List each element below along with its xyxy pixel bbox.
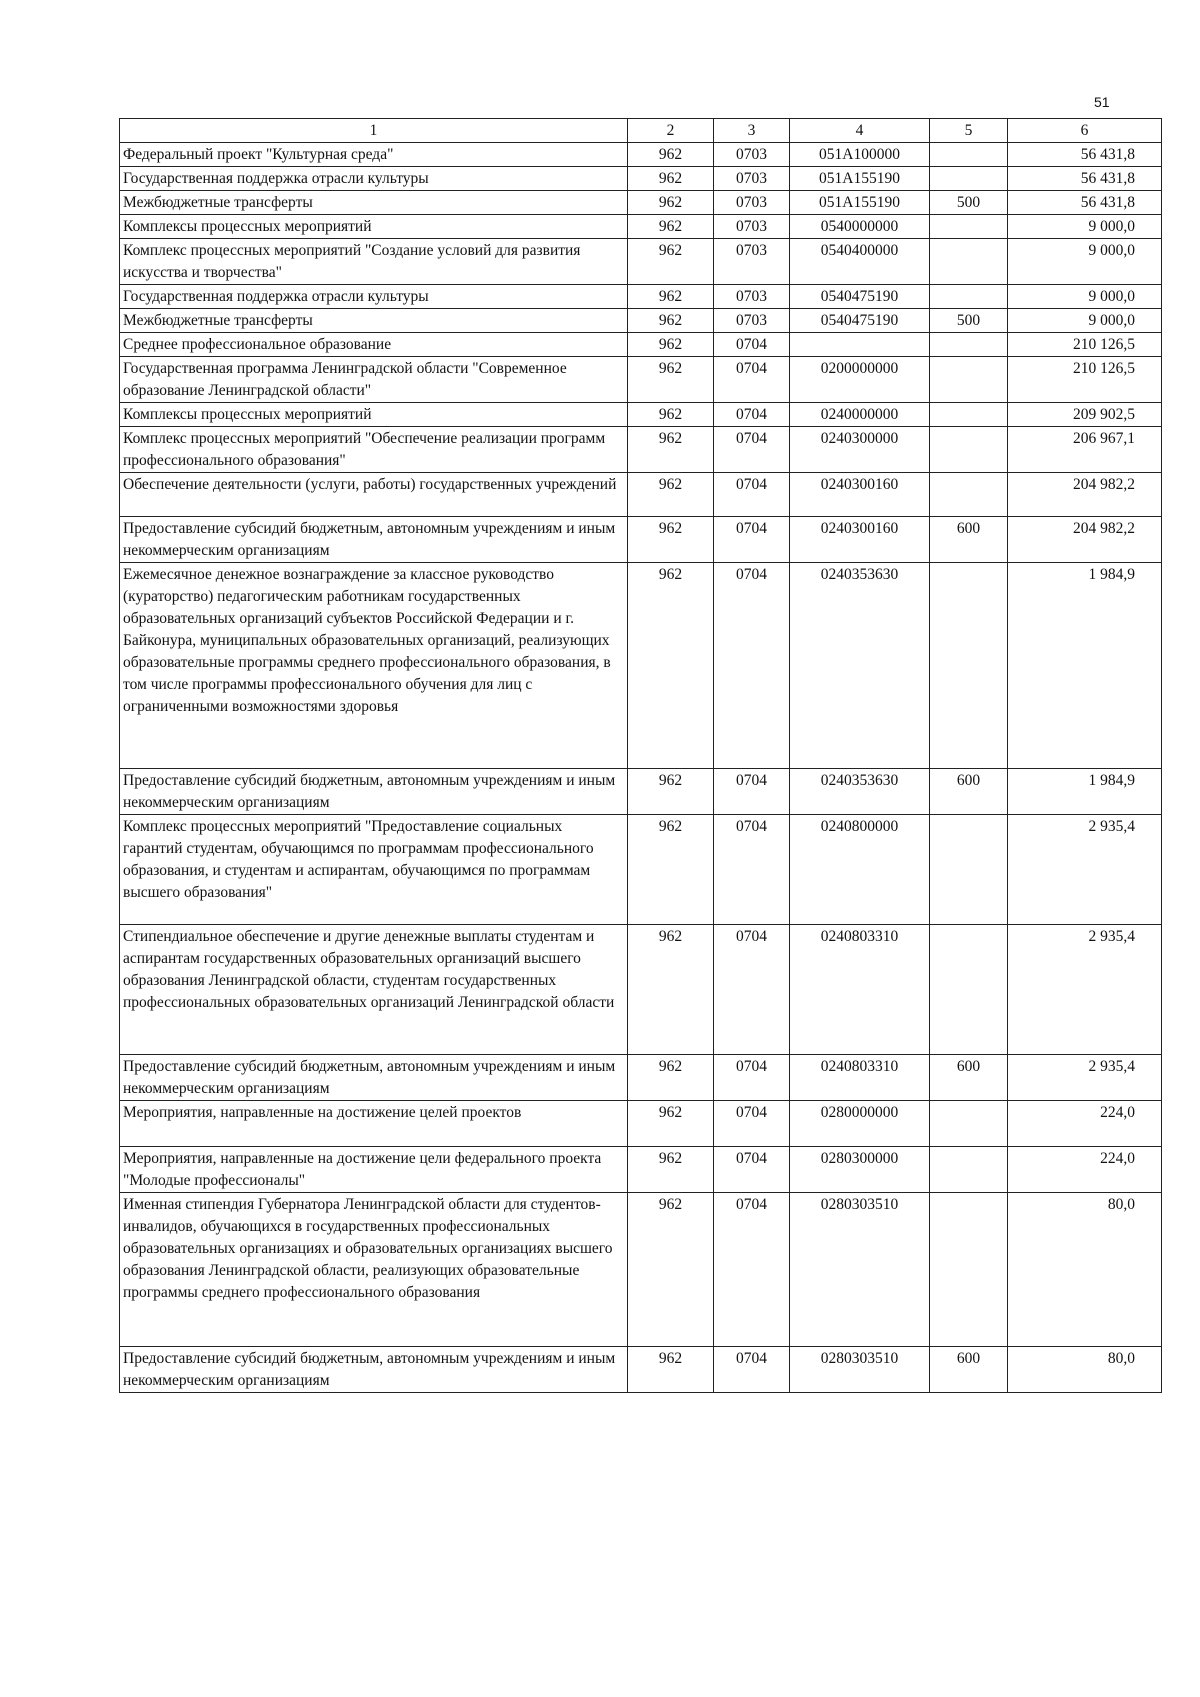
row-ved-cell: 962: [628, 925, 714, 1055]
column-header: 3: [714, 119, 790, 143]
row-expense-type-cell: [930, 473, 1008, 517]
table-row: [120, 191, 1162, 215]
row-ved-cell: 962: [628, 309, 714, 333]
row-name-cell: Предоставление субсидий бюджетным, автономным учреждениям и иным некоммерческим организациям: [120, 1055, 628, 1101]
row-sum-cell: 210 126,5: [1008, 357, 1162, 403]
row-ved-cell: 962: [628, 1055, 714, 1101]
row-section-cell: 0704: [714, 769, 790, 815]
row-sum-cell: 1 984,9: [1008, 769, 1162, 815]
row-expense-type-cell: [930, 215, 1008, 239]
row-ved-cell: 962: [628, 403, 714, 427]
row-ved-cell: 962: [628, 1101, 714, 1147]
row-section-cell: 0704: [714, 1147, 790, 1193]
row-section-cell: 0703: [714, 215, 790, 239]
row-sum-cell: 206 967,1: [1008, 427, 1162, 473]
row-ved-cell: 962: [628, 191, 714, 215]
row-expense-type-cell: [930, 1193, 1008, 1347]
row-target-article-cell: 051A155190: [790, 167, 930, 191]
row-expense-type-cell: [930, 563, 1008, 769]
row-name-cell: Мероприятия, направленные на достижение целей проектов: [120, 1101, 628, 1147]
row-name-cell: Предоставление субсидий бюджетным, автономным учреждениям и иным некоммерческим организациям: [120, 1347, 628, 1393]
table-row: [120, 473, 1162, 517]
row-target-article-cell: 0540475190: [790, 285, 930, 309]
row-expense-type-cell: [930, 143, 1008, 167]
row-sum-cell: 224,0: [1008, 1101, 1162, 1147]
row-section-cell: 0703: [714, 143, 790, 167]
row-expense-type-cell: 600: [930, 1347, 1008, 1393]
column-header: 2: [628, 119, 714, 143]
row-sum-cell: 9 000,0: [1008, 215, 1162, 239]
row-expense-type-cell: 600: [930, 1055, 1008, 1101]
row-sum-cell: 224,0: [1008, 1147, 1162, 1193]
row-sum-cell: 56 431,8: [1008, 167, 1162, 191]
row-expense-type-cell: [930, 167, 1008, 191]
row-target-article-cell: 0240353630: [790, 769, 930, 815]
row-name-cell: Государственная поддержка отрасли культуры: [120, 167, 628, 191]
row-target-article-cell: 051A155190: [790, 191, 930, 215]
row-sum-cell: 80,0: [1008, 1193, 1162, 1347]
row-name-cell: Комплексы процессных мероприятий: [120, 403, 628, 427]
row-name-cell: Федеральный проект "Культурная среда": [120, 143, 628, 167]
row-ved-cell: 962: [628, 285, 714, 309]
row-target-article-cell: 0240353630: [790, 563, 930, 769]
row-target-article-cell: 0200000000: [790, 357, 930, 403]
row-target-article-cell: 0280000000: [790, 1101, 930, 1147]
table-row: [120, 925, 1162, 1055]
table-row: [120, 403, 1162, 427]
row-name-cell: Государственная поддержка отрасли культуры: [120, 285, 628, 309]
row-name-cell: Межбюджетные трансферты: [120, 309, 628, 333]
page-number: 51: [1094, 94, 1110, 110]
row-sum-cell: 9 000,0: [1008, 239, 1162, 285]
row-target-article-cell: [790, 333, 930, 357]
row-ved-cell: 962: [628, 1147, 714, 1193]
row-sum-cell: 210 126,5: [1008, 333, 1162, 357]
table-row: [120, 333, 1162, 357]
row-ved-cell: 962: [628, 1193, 714, 1347]
row-expense-type-cell: [930, 357, 1008, 403]
row-sum-cell: 9 000,0: [1008, 285, 1162, 309]
row-name-cell: Предоставление субсидий бюджетным, автономным учреждениям и иным некоммерческим организациям: [120, 769, 628, 815]
row-expense-type-cell: [930, 427, 1008, 473]
row-target-article-cell: 0280300000: [790, 1147, 930, 1193]
table-row: [120, 517, 1162, 563]
row-ved-cell: 962: [628, 357, 714, 403]
row-section-cell: 0704: [714, 1101, 790, 1147]
row-name-cell: Комплекс процессных мероприятий "Обеспечение реализации программ профессионального образования": [120, 427, 628, 473]
row-expense-type-cell: [930, 333, 1008, 357]
row-target-article-cell: 0280303510: [790, 1193, 930, 1347]
row-section-cell: 0703: [714, 239, 790, 285]
row-target-article-cell: 0540000000: [790, 215, 930, 239]
row-section-cell: 0704: [714, 333, 790, 357]
row-target-article-cell: 0540475190: [790, 309, 930, 333]
row-ved-cell: 962: [628, 333, 714, 357]
row-section-cell: 0704: [714, 1347, 790, 1393]
row-section-cell: 0704: [714, 925, 790, 1055]
row-section-cell: 0704: [714, 473, 790, 517]
row-sum-cell: 2 935,4: [1008, 925, 1162, 1055]
column-header: 1: [120, 119, 628, 143]
row-section-cell: 0704: [714, 815, 790, 925]
row-target-article-cell: 051A100000: [790, 143, 930, 167]
row-section-cell: 0704: [714, 1193, 790, 1347]
row-sum-cell: 209 902,5: [1008, 403, 1162, 427]
row-name-cell: Комплекс процессных мероприятий "Предоставление социальных гарантий студентам, обучающимся по программам профессионального образования, и студентам и аспирантам, обучающимся по программам высшего образования": [120, 815, 628, 925]
row-name-cell: Предоставление субсидий бюджетным, автономным учреждениям и иным некоммерческим организациям: [120, 517, 628, 563]
table-row: [120, 357, 1162, 403]
row-ved-cell: 962: [628, 563, 714, 769]
row-ved-cell: 962: [628, 167, 714, 191]
table-row: [120, 427, 1162, 473]
row-target-article-cell: 0240300000: [790, 427, 930, 473]
row-sum-cell: 56 431,8: [1008, 143, 1162, 167]
column-header: 6: [1008, 119, 1162, 143]
row-target-article-cell: 0540400000: [790, 239, 930, 285]
row-sum-cell: 204 982,2: [1008, 473, 1162, 517]
column-header: 5: [930, 119, 1008, 143]
row-ved-cell: 962: [628, 239, 714, 285]
row-target-article-cell: 0280303510: [790, 1347, 930, 1393]
row-sum-cell: 2 935,4: [1008, 1055, 1162, 1101]
row-ved-cell: 962: [628, 215, 714, 239]
table-row: [120, 285, 1162, 309]
row-target-article-cell: 0240803310: [790, 925, 930, 1055]
row-sum-cell: 9 000,0: [1008, 309, 1162, 333]
row-section-cell: 0704: [714, 517, 790, 563]
table-row: [120, 239, 1162, 285]
table-row: [120, 167, 1162, 191]
row-section-cell: 0703: [714, 309, 790, 333]
row-expense-type-cell: 600: [930, 769, 1008, 815]
row-section-cell: 0704: [714, 563, 790, 769]
row-ved-cell: 962: [628, 427, 714, 473]
row-expense-type-cell: [930, 815, 1008, 925]
row-expense-type-cell: 600: [930, 517, 1008, 563]
table-row: [120, 309, 1162, 333]
table-row: [120, 1193, 1162, 1347]
row-ved-cell: 962: [628, 815, 714, 925]
row-name-cell: Комплекс процессных мероприятий "Создание условий для развития искусства и творчества": [120, 239, 628, 285]
table-row: [120, 769, 1162, 815]
table-row: [120, 143, 1162, 167]
row-expense-type-cell: [930, 925, 1008, 1055]
row-sum-cell: 1 984,9: [1008, 563, 1162, 769]
row-section-cell: 0704: [714, 1055, 790, 1101]
row-section-cell: 0704: [714, 427, 790, 473]
row-ved-cell: 962: [628, 1347, 714, 1393]
row-expense-type-cell: [930, 1147, 1008, 1193]
table-row: [120, 1347, 1162, 1393]
row-ved-cell: 962: [628, 517, 714, 563]
row-name-cell: Обеспечение деятельности (услуги, работы) государственных учреждений: [120, 473, 628, 517]
row-name-cell: Среднее профессиональное образование: [120, 333, 628, 357]
budget-table: [119, 118, 1162, 1393]
column-header: 4: [790, 119, 930, 143]
row-ved-cell: 962: [628, 143, 714, 167]
row-section-cell: 0704: [714, 403, 790, 427]
row-section-cell: 0703: [714, 285, 790, 309]
row-name-cell: Комплексы процессных мероприятий: [120, 215, 628, 239]
table-row: [120, 215, 1162, 239]
row-expense-type-cell: 500: [930, 191, 1008, 215]
row-section-cell: 0704: [714, 357, 790, 403]
row-ved-cell: 962: [628, 473, 714, 517]
row-name-cell: Государственная программа Ленинградской области "Современное образование Ленинградской области": [120, 357, 628, 403]
row-sum-cell: 2 935,4: [1008, 815, 1162, 925]
row-expense-type-cell: [930, 1101, 1008, 1147]
row-expense-type-cell: [930, 285, 1008, 309]
row-target-article-cell: 0240000000: [790, 403, 930, 427]
row-name-cell: Ежемесячное денежное вознаграждение за классное руководство (кураторство) педагогическим работникам государственных образовательных организаций субъектов Российской Федерации и г. Байконура, муниципальных образовательных организаций, реализующих образовательные программы среднего профессионального образования, в том числе программы профессионального обучения для лиц с ограниченными возможностями здоровья: [120, 563, 628, 769]
row-name-cell: Именная стипендия Губернатора Ленинградской области для студентов-инвалидов, обучающихся в государственных профессиональных образовательных организациях и образовательных организациях высшего образования Ленинградской области, реализующих образовательные программы среднего профессионального образования: [120, 1193, 628, 1347]
table-row: [120, 1101, 1162, 1147]
row-target-article-cell: 0240300160: [790, 473, 930, 517]
row-name-cell: Стипендиальное обеспечение и другие денежные выплаты студентам и аспирантам государственных образовательных организаций высшего образования Ленинградской области, студентам государственных профессиональных образовательных организаций Ленинградской области: [120, 925, 628, 1055]
row-sum-cell: 80,0: [1008, 1347, 1162, 1393]
row-expense-type-cell: [930, 239, 1008, 285]
table-header-row: [120, 119, 1162, 143]
row-section-cell: 0703: [714, 167, 790, 191]
row-target-article-cell: 0240300160: [790, 517, 930, 563]
row-name-cell: Межбюджетные трансферты: [120, 191, 628, 215]
row-sum-cell: 204 982,2: [1008, 517, 1162, 563]
row-sum-cell: 56 431,8: [1008, 191, 1162, 215]
table-row: [120, 815, 1162, 925]
table-row: [120, 1055, 1162, 1101]
row-section-cell: 0703: [714, 191, 790, 215]
row-target-article-cell: 0240800000: [790, 815, 930, 925]
row-expense-type-cell: [930, 403, 1008, 427]
row-target-article-cell: 0240803310: [790, 1055, 930, 1101]
table-row: [120, 1147, 1162, 1193]
row-expense-type-cell: 500: [930, 309, 1008, 333]
row-name-cell: Мероприятия, направленные на достижение цели федерального проекта "Молодые профессионалы": [120, 1147, 628, 1193]
row-ved-cell: 962: [628, 769, 714, 815]
table-row: [120, 563, 1162, 769]
